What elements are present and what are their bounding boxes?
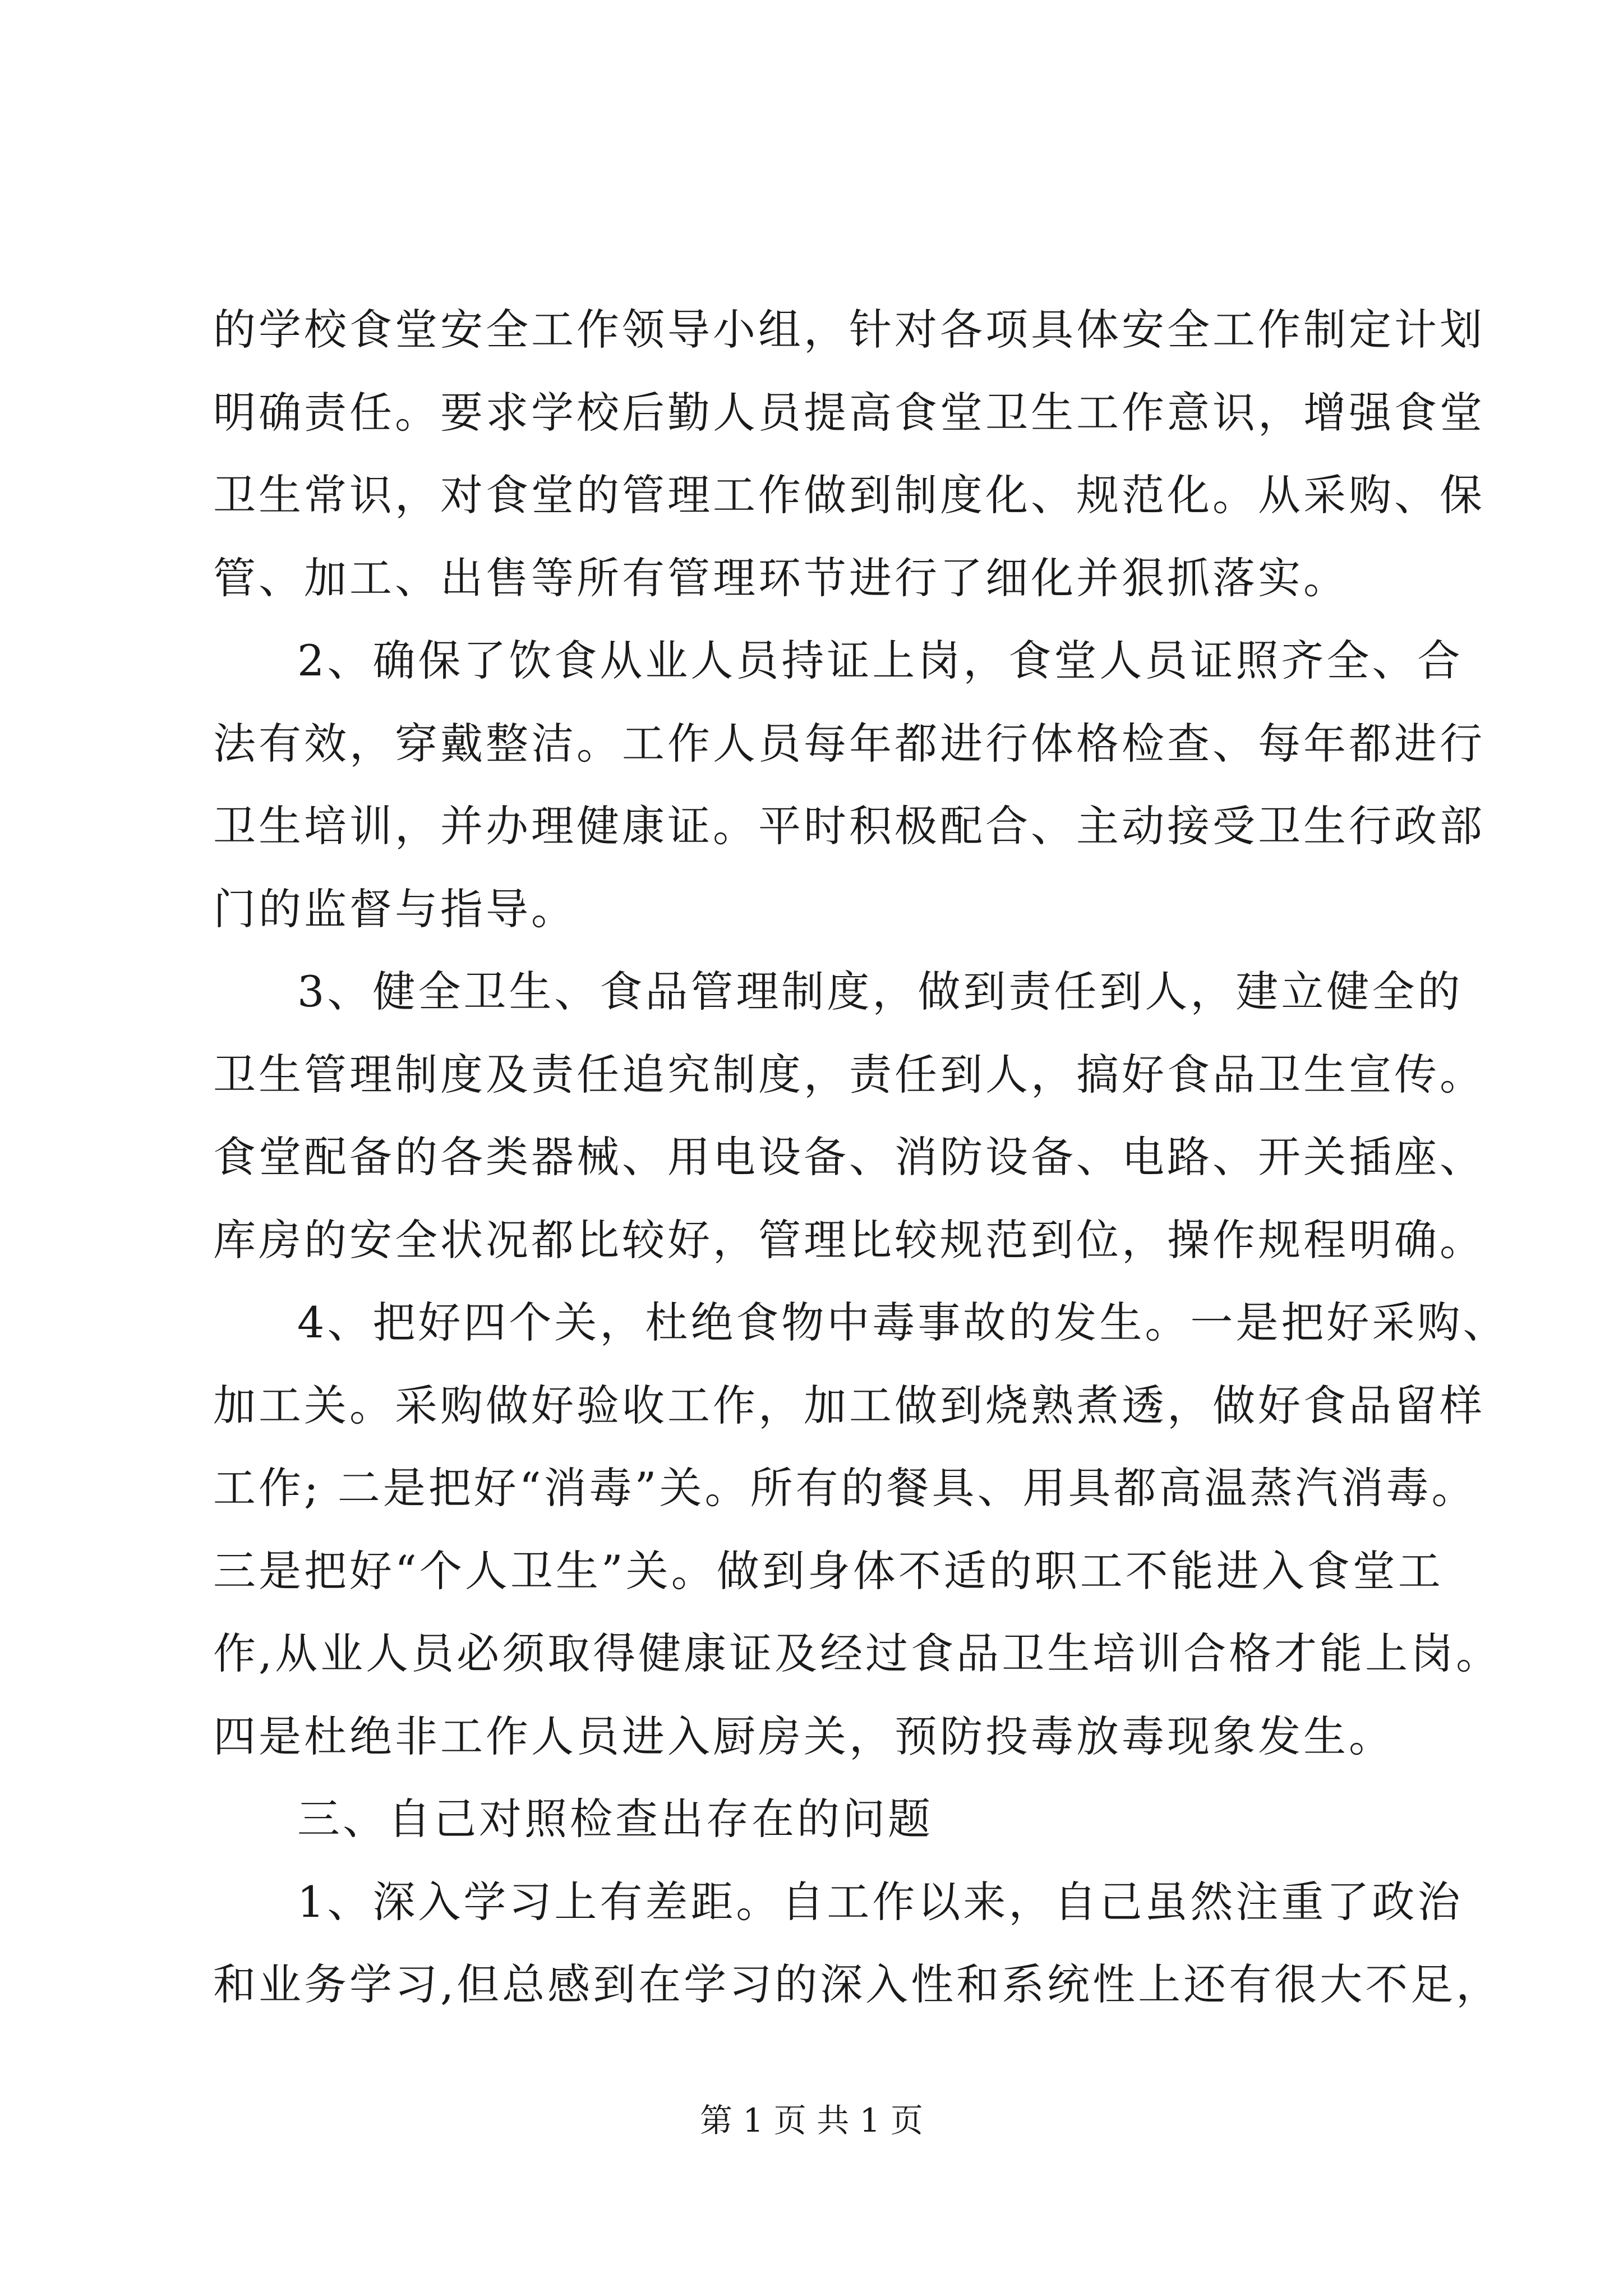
paragraph-first-line: 3、健全卫生、食品管理制度，做到责任到人，建立健全的 [297,967,1463,1016]
text-line: 的学校食堂安全工作领导小组，针对各项具体安全工作制定计划 [213,305,1485,355]
text-line: 门的监督与指导。 [213,884,577,934]
text-line: 卫生管理制度及责任追究制度，责任到人，搞好食品卫生宣传。 [213,1050,1485,1099]
text-line: 四是杜绝非工作人员进入厨房关，预防投毒放毒现象发生。 [213,1711,1394,1761]
paragraph-first-line: 2、确保了饮食从业人员持证上岗，食堂人员证照齐全、合 [297,636,1463,685]
text-line: 明确责任。要求学校后勤人员提高食堂卫生工作意识，增强食堂 [213,388,1485,438]
paragraph-first-line: 1、深入学习上有差距。自工作以来，自己虽然注重了政治 [297,1877,1463,1927]
text-line: 作,从业人员必须取得健康证及经过食品卫生培训合格才能上岗。 [213,1628,1502,1678]
text-line: 卫生常识，对食堂的管理工作做到制度化、规范化。从采购、保 [213,470,1485,520]
text-line: 卫生培训，并办理健康证。平时积极配合、主动接受卫生行政部 [213,801,1485,851]
text-line: 食堂配备的各类器械、用电设备、消防设备、电路、开关插座、 [213,1132,1485,1182]
text-line: 库房的安全状况都比较好，管理比较规范到位，操作规程明确。 [213,1215,1485,1265]
text-line: 工作; 二是把好“消毒”关。所有的餐具、用具都高温蒸汽消毒。 [213,1463,1477,1513]
text-line: 三是把好“个人卫生”关。做到身体不适的职工不能进入食堂工 [213,1546,1444,1596]
paragraph-first-line: 4、把好四个关，杜绝食物中毒事故的发生。一是把好采购、 [297,1297,1509,1347]
page-footer: 第 1 页 共 1 页 [700,2101,923,2139]
text-line: 法有效，穿戴整洁。工作人员每年都进行体格检查、每年都进行 [213,719,1485,769]
text-line: 管、加工、出售等所有管理环节进行了细化并狠抓落实。 [213,553,1349,603]
text-line: 加工关。采购做好验收工作，加工做到烧熟煮透，做好食品留样 [213,1381,1485,1430]
section-heading: 三、自己对照检查出存在的问题 [297,1794,933,1844]
text-line: 和业务学习,但总感到在学习的深入性和系统性上还有很大不足， [213,1959,1502,2009]
